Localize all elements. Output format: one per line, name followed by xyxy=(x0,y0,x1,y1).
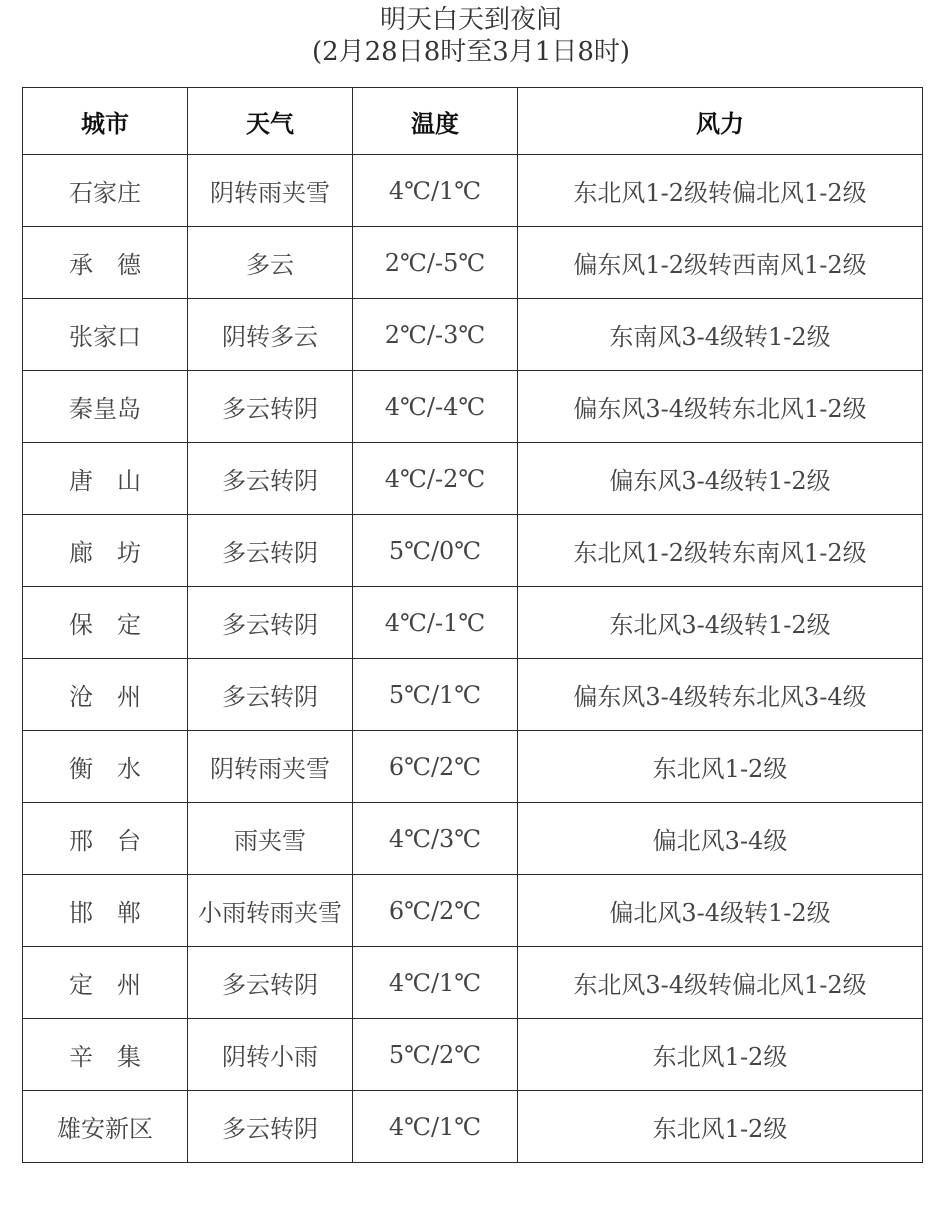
city-cell: 邢 台 xyxy=(23,803,188,875)
table-row xyxy=(23,515,923,587)
city-cell: 保 定 xyxy=(23,587,188,659)
weather-cell: 阴转小雨 xyxy=(188,1019,353,1091)
temperature-cell: 4℃/1℃ xyxy=(353,947,518,1019)
wind-cell: 东北风3-4级转1-2级 xyxy=(518,587,923,659)
header-row xyxy=(23,88,923,155)
title-line-2: (2月28日8时至3月1日8时) xyxy=(311,37,631,67)
wind-cell: 东北风1-2级 xyxy=(518,731,923,803)
table-row xyxy=(23,155,923,227)
temperature-cell: 5℃/2℃ xyxy=(353,1019,518,1091)
weather-cell: 小雨转雨夹雪 xyxy=(188,875,353,947)
temperature-cell: 2℃/-5℃ xyxy=(353,227,518,299)
wind-cell: 偏东风3-4级转东北风3-4级 xyxy=(518,659,923,731)
table-row xyxy=(23,299,923,371)
wind-cell: 东南风3-4级转1-2级 xyxy=(518,299,923,371)
title-line-1: 明天白天到夜间 xyxy=(379,5,562,35)
weather-cell: 阴转雨夹雪 xyxy=(188,155,353,227)
city-cell: 定 州 xyxy=(23,947,188,1019)
temperature-cell: 6℃/2℃ xyxy=(353,731,518,803)
column-header-wind: 风力 xyxy=(518,88,923,155)
temperature-cell: 5℃/1℃ xyxy=(353,659,518,731)
weather-cell: 多云转阴 xyxy=(188,659,353,731)
table-row xyxy=(23,1091,923,1163)
city-cell: 廊 坊 xyxy=(23,515,188,587)
city-cell: 雄安新区 xyxy=(23,1091,188,1163)
wind-cell: 东北风1-2级 xyxy=(518,1019,923,1091)
city-cell: 秦皇岛 xyxy=(23,371,188,443)
wind-cell: 东北风1-2级转东南风1-2级 xyxy=(518,515,923,587)
temperature-cell: 4℃/-4℃ xyxy=(353,371,518,443)
temperature-cell: 4℃/-1℃ xyxy=(353,587,518,659)
column-header-city: 城市 xyxy=(23,88,188,155)
temperature-cell: 6℃/2℃ xyxy=(353,875,518,947)
temperature-cell: 4℃/3℃ xyxy=(353,803,518,875)
weather-cell: 多云转阴 xyxy=(188,371,353,443)
city-cell: 承 德 xyxy=(23,227,188,299)
table-row xyxy=(23,371,923,443)
weather-cell: 多云转阴 xyxy=(188,515,353,587)
wind-cell: 偏东风1-2级转西南风1-2级 xyxy=(518,227,923,299)
temperature-cell: 4℃/1℃ xyxy=(353,155,518,227)
wind-cell: 东北风1-2级 xyxy=(518,1091,923,1163)
table-row xyxy=(23,659,923,731)
weather-cell: 阴转雨夹雪 xyxy=(188,731,353,803)
wind-cell: 偏东风3-4级转东北风1-2级 xyxy=(518,371,923,443)
city-cell: 沧 州 xyxy=(23,659,188,731)
city-cell: 衡 水 xyxy=(23,731,188,803)
column-header-temperature: 温度 xyxy=(353,88,518,155)
city-cell: 张家口 xyxy=(23,299,188,371)
wind-cell: 偏北风3-4级 xyxy=(518,803,923,875)
weather-cell: 多云转阴 xyxy=(188,587,353,659)
wind-cell: 偏东风3-4级转1-2级 xyxy=(518,443,923,515)
city-cell: 辛 集 xyxy=(23,1019,188,1091)
table-row xyxy=(23,443,923,515)
weather-cell: 多云转阴 xyxy=(188,443,353,515)
temperature-cell: 4℃/-2℃ xyxy=(353,443,518,515)
table-body xyxy=(23,155,923,1163)
table-row xyxy=(23,875,923,947)
table-row xyxy=(23,227,923,299)
column-header-weather: 天气 xyxy=(188,88,353,155)
temperature-cell: 4℃/1℃ xyxy=(353,1091,518,1163)
city-cell: 石家庄 xyxy=(23,155,188,227)
city-cell: 唐 山 xyxy=(23,443,188,515)
page-title xyxy=(0,4,942,68)
weather-cell: 多云 xyxy=(188,227,353,299)
temperature-cell: 5℃/0℃ xyxy=(353,515,518,587)
weather-cell: 雨夹雪 xyxy=(188,803,353,875)
weather-cell: 多云转阴 xyxy=(188,1091,353,1163)
temperature-cell: 2℃/-3℃ xyxy=(353,299,518,371)
forecast-table xyxy=(22,87,923,1163)
table-row xyxy=(23,947,923,1019)
wind-cell: 东北风3-4级转偏北风1-2级 xyxy=(518,947,923,1019)
table-row xyxy=(23,731,923,803)
table-row xyxy=(23,1019,923,1091)
wind-cell: 东北风1-2级转偏北风1-2级 xyxy=(518,155,923,227)
table-row xyxy=(23,587,923,659)
weather-cell: 阴转多云 xyxy=(188,299,353,371)
city-cell: 邯 郸 xyxy=(23,875,188,947)
table-row xyxy=(23,803,923,875)
table-header xyxy=(23,88,923,155)
weather-cell: 多云转阴 xyxy=(188,947,353,1019)
wind-cell: 偏北风3-4级转1-2级 xyxy=(518,875,923,947)
